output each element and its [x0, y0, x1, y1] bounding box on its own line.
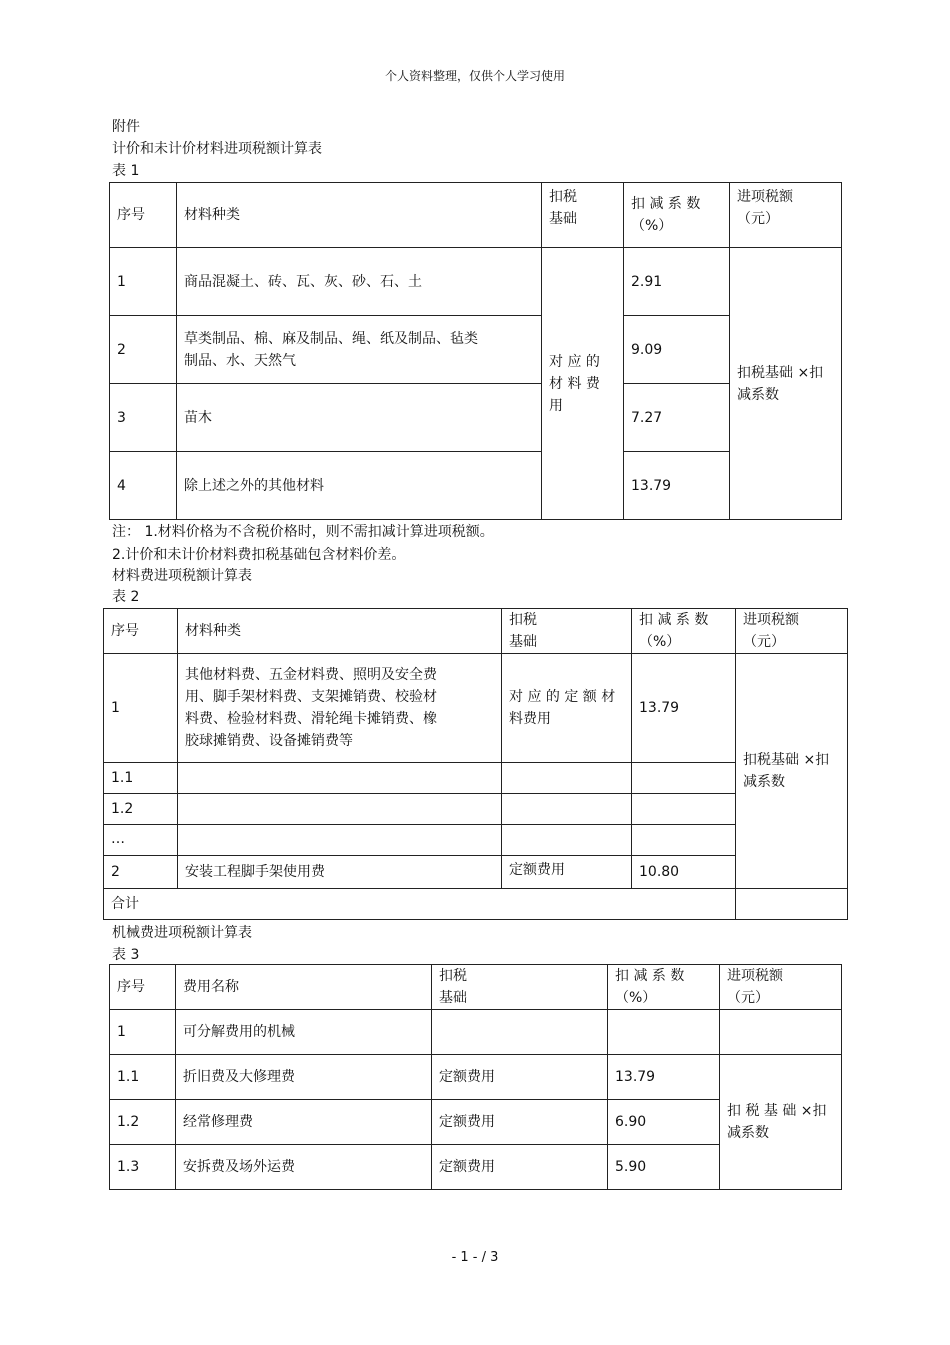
table2-col-rate: 扣 减 系 数 （%） — [632, 609, 736, 654]
row-base: 定额费用 — [432, 1055, 608, 1100]
row-type: 草类制品、棉、麻及制品、绳、纸及制品、毡类 制品、水、天然气 — [177, 316, 542, 384]
row-type — [178, 825, 502, 856]
row-rate: 10.80 — [632, 856, 736, 889]
row-tax — [720, 1010, 842, 1055]
row-type — [178, 763, 502, 794]
row-type: 除上述之外的其他材料 — [177, 452, 542, 520]
row-name: 折旧费及大修理费 — [176, 1055, 432, 1100]
table2-total-value — [736, 889, 848, 920]
table2-col-type: 材料种类 — [178, 609, 502, 654]
table3-col-rate: 扣 减 系 数 （%） — [608, 965, 720, 1010]
row-base — [432, 1010, 608, 1055]
table1-col-no: 序号 — [110, 183, 177, 248]
row-type: 其他材料费、五金材料费、照明及安全费 用、脚手架材料费、支架摊销费、校验材 料费、检验材料费、滑轮绳卡摊销费、橡 胶球摊销费、设备摊销费等 — [178, 654, 502, 763]
row-rate — [632, 825, 736, 856]
table1-col-type: 材料种类 — [177, 183, 542, 248]
row-no: 1.1 — [110, 1055, 176, 1100]
row-no: 1 — [104, 654, 178, 763]
row-base: 定额费用 — [432, 1145, 608, 1190]
table1 — [109, 182, 842, 520]
table1-col-rate: 扣 减 系 数 （%） — [624, 183, 730, 248]
row-no: 2 — [110, 316, 177, 384]
table1-base-merged: 对 应 的 材 料 费 用 — [542, 248, 624, 520]
page-footer: - 1 - / 3 — [451, 1250, 499, 1265]
row-rate: 13.79 — [624, 452, 730, 520]
table1-col-tax: 进项税额 （元） — [730, 183, 842, 248]
row-type: 苗木 — [177, 384, 542, 452]
row-rate: 9.09 — [624, 316, 730, 384]
table1-col-base: 扣税 基础 — [542, 183, 624, 248]
row-rate — [632, 794, 736, 825]
table1-note2: 2.计价和未计价材料费扣税基础包含材料价差。 — [112, 547, 406, 563]
table3-tax-merged: 扣 税 基 础 ×扣 减系数 — [720, 1055, 842, 1190]
row-type: 商品混凝土、砖、瓦、灰、砂、石、土 — [177, 248, 542, 316]
attachment-label: 附件 — [112, 119, 140, 135]
table-row — [110, 1055, 842, 1100]
table-row — [104, 654, 848, 763]
row-no: 1.1 — [104, 763, 178, 794]
table3-col-base: 扣税 基础 — [432, 965, 608, 1010]
row-no: 2 — [104, 856, 178, 889]
table3-col-no: 序号 — [110, 965, 176, 1010]
table1-label: 表 1 — [112, 163, 140, 179]
table3-label: 表 3 — [112, 947, 140, 963]
row-rate: 2.91 — [624, 248, 730, 316]
row-no: 4 — [110, 452, 177, 520]
table2-total-row — [104, 889, 848, 920]
table1-note1: 注： 1.材料价格为不含税价格时，则不需扣减计算进项税额。 — [112, 524, 494, 540]
row-no: 1 — [110, 248, 177, 316]
row-base — [502, 794, 632, 825]
row-no: … — [104, 825, 178, 856]
page-header: 个人资料整理，仅供个人学习使用 — [384, 69, 565, 83]
table3-header-row — [110, 965, 842, 1010]
row-no: 3 — [110, 384, 177, 452]
table3-title: 机械费进项税额计算表 — [112, 925, 252, 941]
row-base: 定额费用 — [432, 1100, 608, 1145]
row-no: 1.2 — [104, 794, 178, 825]
row-name: 可分解费用的机械 — [176, 1010, 432, 1055]
row-no: 1.3 — [110, 1145, 176, 1190]
row-rate — [632, 763, 736, 794]
row-rate: 5.90 — [608, 1145, 720, 1190]
row-base — [502, 763, 632, 794]
table2-col-base: 扣税 基础 — [502, 609, 632, 654]
row-rate: 6.90 — [608, 1100, 720, 1145]
table2 — [103, 608, 848, 920]
table3-col-name: 费用名称 — [176, 965, 432, 1010]
row-name: 经常修理费 — [176, 1100, 432, 1145]
table2-total-label: 合计 — [104, 889, 736, 920]
table3-col-tax: 进项税额 （元） — [720, 965, 842, 1010]
table-row — [110, 248, 842, 316]
table2-header-row — [104, 609, 848, 654]
table2-col-no: 序号 — [104, 609, 178, 654]
row-rate: 13.79 — [608, 1055, 720, 1100]
row-rate — [608, 1010, 720, 1055]
table1-header-row — [110, 183, 842, 248]
row-base: 定额费用 — [502, 856, 632, 889]
table2-label: 表 2 — [112, 589, 140, 605]
table-row — [110, 1010, 842, 1055]
table1-tax-merged: 扣税基础 ×扣 减系数 — [730, 248, 842, 520]
row-rate: 7.27 — [624, 384, 730, 452]
main-title: 计价和未计价材料进项税额计算表 — [112, 141, 322, 157]
table2-tax-merged: 扣税基础 ×扣 减系数 — [736, 654, 848, 889]
row-no: 1 — [110, 1010, 176, 1055]
table2-title: 材料费进项税额计算表 — [112, 568, 252, 584]
table2-col-tax: 进项税额 （元） — [736, 609, 848, 654]
row-no: 1.2 — [110, 1100, 176, 1145]
row-type — [178, 794, 502, 825]
row-base: 对 应 的 定 额 材 料费用 — [502, 654, 632, 763]
row-base — [502, 825, 632, 856]
row-rate: 13.79 — [632, 654, 736, 763]
row-type: 安装工程脚手架使用费 — [178, 856, 502, 889]
table3 — [109, 964, 842, 1190]
row-name: 安拆费及场外运费 — [176, 1145, 432, 1190]
